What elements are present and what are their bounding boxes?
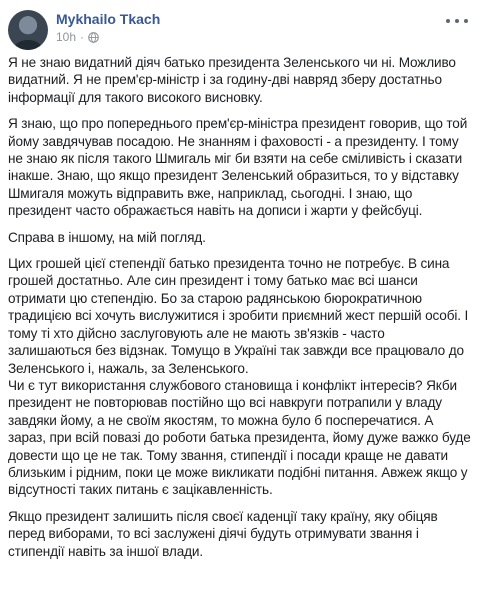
ellipsis-icon-dot <box>455 19 459 23</box>
post-paragraph: Якщо президент залишить після своєї каденції таку країну, яку обіцяв перед виборами, то всі заслужені діячі будуть отримувати звання і стипендії навіть за іншої влади. <box>8 508 438 559</box>
ellipsis-icon-dot <box>464 19 468 23</box>
author-name[interactable]: Mykhailo Tkach <box>56 11 161 27</box>
post-timestamp[interactable]: 10h <box>56 30 77 44</box>
globe-icon[interactable] <box>88 32 99 43</box>
ellipsis-icon-dot <box>446 19 450 23</box>
post-paragraph: Справа в іншому, на мій погляд. <box>8 229 206 245</box>
post-meta <box>56 30 99 44</box>
post-header <box>8 10 472 50</box>
post-paragraph: Я не знаю видатний діяч батько президента Зеленського чи ні. Можливо видатний. Я не прем'єр-міністр і за годину-дві навряд зберу достатньо інформації для такого високого висновку. <box>8 55 456 105</box>
avatar-figure <box>14 40 42 50</box>
post-body <box>8 54 471 569</box>
post-paragraph: Я знаю, що про попереднього прем'єр-міністра президент говорив, що той йому завдячував посадою. Не знанням і фаховості - а президенту. І тому не знаю як після такого Шмигаль міг би взяти на себе сміливість і сказати інакше. Знаю, що якщо президент Зеленський образиться, то у відставку Шмигаля можуть відправить вже, наприклад, сьогодні. І знаю, що президент часто ображається навіть на дописи і жарти у фейсбуці. <box>8 116 468 219</box>
avatar[interactable] <box>8 10 48 50</box>
meta-separator: · <box>80 30 85 44</box>
more-options-button[interactable] <box>446 14 468 28</box>
post-paragraph: Цих грошей цієї степендії батько президента точно не потребує. В сина грошей достатньо. Але син президент і тому батько має всі шанси отримати цю степендію. Бо за старою радянською бюрократичною традицією всі хочуть вислужитися і зробити приємний жест першій особі. І тому ті хто дійсно заслуговують але не мають зв'язків - часто залишаються без відзнак. Томущо в Україні так завжди все працювало до Зеленського і, нажаль, за Зеленського. Чи є тут використання службового становища і конфлікт інтересів? Якби президент не повторював постійно що всі навкруги потрапили у владу завдяки йому, а не своїм якостям, то можна було б посперечатися. А зараз, при всій повазі до роботи батька президента, йому дуже важко буде довести що це не так. Тому звання, стипендії і посади краще не давати близьким і рідним, поки це може викликати подібні питання. Авжеж якщо у відсутності таких питань є зацікавленність. <box>8 256 471 498</box>
